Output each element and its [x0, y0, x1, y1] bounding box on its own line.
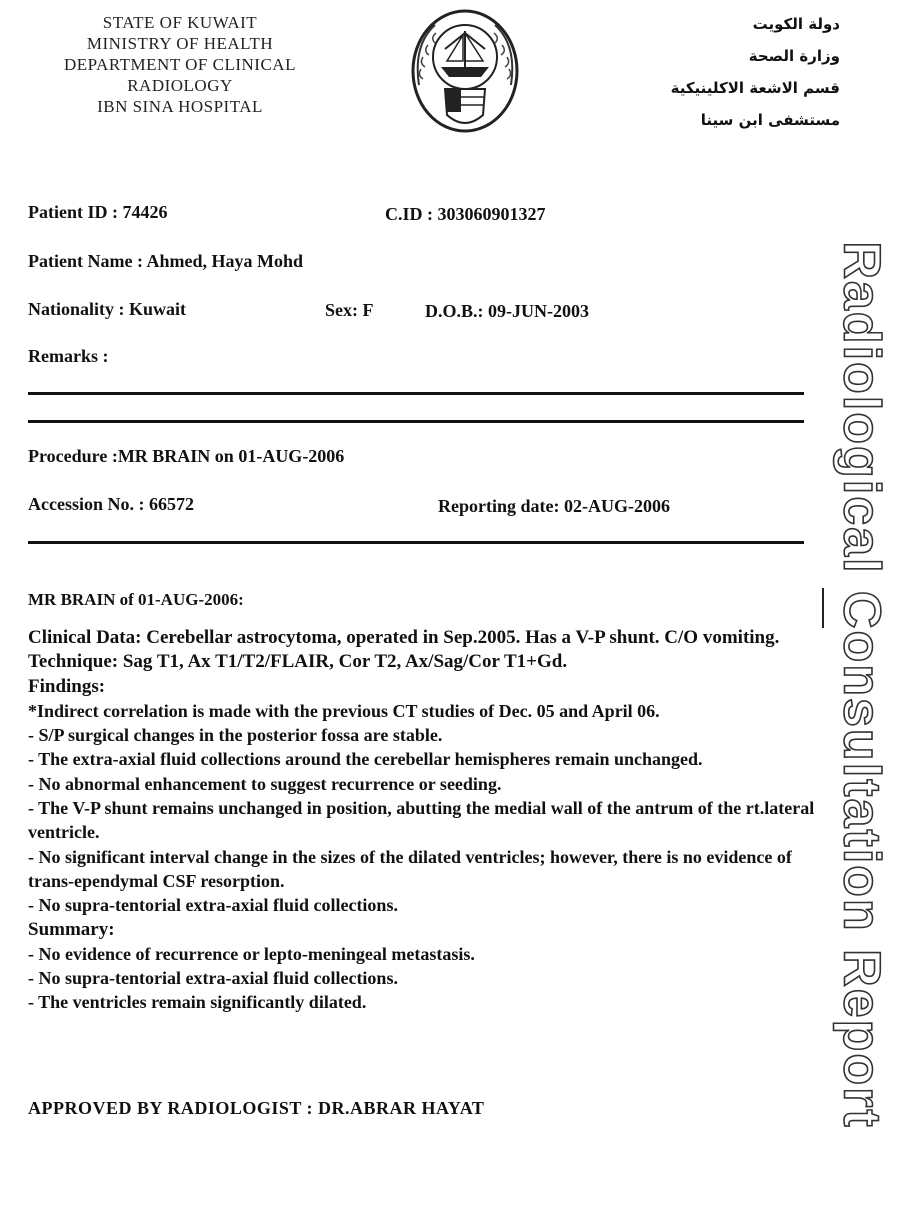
- findings-heading: Findings:: [28, 675, 106, 697]
- finding-item: - No abnormal enhancement to suggest recurrence or seeding.: [28, 773, 502, 794]
- approval-label: APPROVED BY RADIOLOGIST :: [28, 1098, 314, 1118]
- patient-id: [28, 202, 167, 223]
- accession-number: [28, 494, 194, 515]
- accession-value: 66572: [148, 494, 194, 514]
- header-arabic-line-state: دولة الكويت: [752, 15, 840, 33]
- header-arabic-line-ministry: وزارة الصحة: [748, 47, 840, 65]
- side-banner: [832, 165, 892, 1205]
- nationality-label: Nationality :: [28, 299, 125, 319]
- patient-name: [28, 251, 303, 272]
- civil-id: [385, 204, 546, 225]
- nationality-value: Kuwait: [129, 299, 187, 319]
- kuwait-emblem: [405, 5, 525, 145]
- reporting-date-value: 02-AUG-2006: [563, 496, 670, 516]
- dob-label: D.O.B.:: [425, 301, 484, 321]
- header-arabic-line-department: قسم الاشعة الاكلينيكية: [670, 79, 840, 97]
- remarks-label: Remarks :: [28, 346, 109, 366]
- procedure-value: MR BRAIN on 01-AUG-2006: [117, 446, 345, 466]
- header-english: [30, 12, 330, 117]
- patient-id-label: Patient ID :: [28, 202, 118, 222]
- nationality: [28, 299, 186, 320]
- patient-id-value: 74426: [122, 202, 168, 222]
- summary-item: - No evidence of recurrence or lepto-meningeal metastasis.: [28, 943, 475, 964]
- report-title: MR BRAIN of 01-AUG-2006:: [28, 590, 244, 609]
- sex-label: Sex:: [325, 300, 358, 320]
- technique: [28, 650, 818, 674]
- finding-item: - The V-P shunt remains unchanged in position, abutting the medial wall of the antrum of the rt.lateral ventricle.: [28, 798, 815, 843]
- margin-mark: [822, 588, 824, 628]
- summary-heading: Summary:: [28, 918, 115, 940]
- report-body: [28, 590, 818, 1015]
- civil-id-label: C.ID :: [385, 204, 433, 224]
- header-arabic-line-hospital: مستشفى ابن سينا: [700, 111, 840, 129]
- procedure-rule: [28, 541, 804, 544]
- date-of-birth: [425, 301, 589, 322]
- remarks-rule-1: [28, 392, 804, 395]
- finding-item: - S/P surgical changes in the posterior fossa are stable.: [28, 725, 443, 746]
- civil-id-value: 303060901327: [437, 204, 546, 224]
- summary-item: - No supra-tentorial extra-axial fluid collections.: [28, 968, 398, 989]
- clinical-text: Cerebellar astrocytoma, operated in Sep.2005. Has a V-P shunt. C/O vomiting.: [146, 627, 780, 648]
- accession-label: Accession No. :: [28, 494, 145, 514]
- approval-line: [28, 1098, 484, 1119]
- side-banner-text: Radiological Consultation Report: [833, 241, 891, 1129]
- dob-value: 09-JUN-2003: [488, 301, 589, 321]
- finding-item: - No significant interval change in the sizes of the dilated ventricles; however, there is no evidence of trans-ependymal CSF resorption.: [28, 846, 792, 891]
- procedure: [28, 446, 344, 467]
- procedure-label: Procedure :: [28, 446, 118, 466]
- technique-heading: Technique:: [28, 651, 119, 673]
- header-line-hospital: IBN SINA HOSPITAL: [97, 97, 263, 116]
- finding-item: *Indirect correlation is made with the previous CT studies of Dec. 05 and April 06.: [28, 700, 660, 721]
- summary-item: - The ventricles remain significantly dilated.: [28, 992, 367, 1013]
- header-line-department: DEPARTMENT OF CLINICAL: [64, 55, 296, 74]
- technique-text: Sag T1, Ax T1/T2/FLAIR, Cor T2, Ax/Sag/Cor T1+Gd.: [122, 651, 568, 673]
- patient-name-value: Ahmed, Haya Mohd: [146, 251, 303, 271]
- sex: [325, 300, 374, 321]
- header-line-radiology: RADIOLOGY: [127, 76, 233, 95]
- finding-item: - The extra-axial fluid collections around the cerebellar hemispheres remain unchanged.: [28, 749, 703, 770]
- reporting-date: [438, 496, 670, 517]
- radiologist-name: DR.ABRAR HAYAT: [318, 1098, 485, 1118]
- header-line-state: STATE OF KUWAIT: [102, 13, 258, 32]
- finding-item: - No supra-tentorial extra-axial fluid collections.: [28, 895, 398, 916]
- reporting-date-label: Reporting date:: [438, 496, 560, 516]
- clinical-heading: Clinical Data:: [28, 627, 142, 648]
- header-line-ministry: MINISTRY OF HEALTH: [86, 34, 274, 53]
- patient-name-label: Patient Name :: [28, 251, 143, 271]
- clinical-data: [28, 626, 818, 650]
- header-arabic: [600, 8, 840, 136]
- sex-value: F: [362, 300, 374, 320]
- remarks-rule-2: [28, 420, 804, 423]
